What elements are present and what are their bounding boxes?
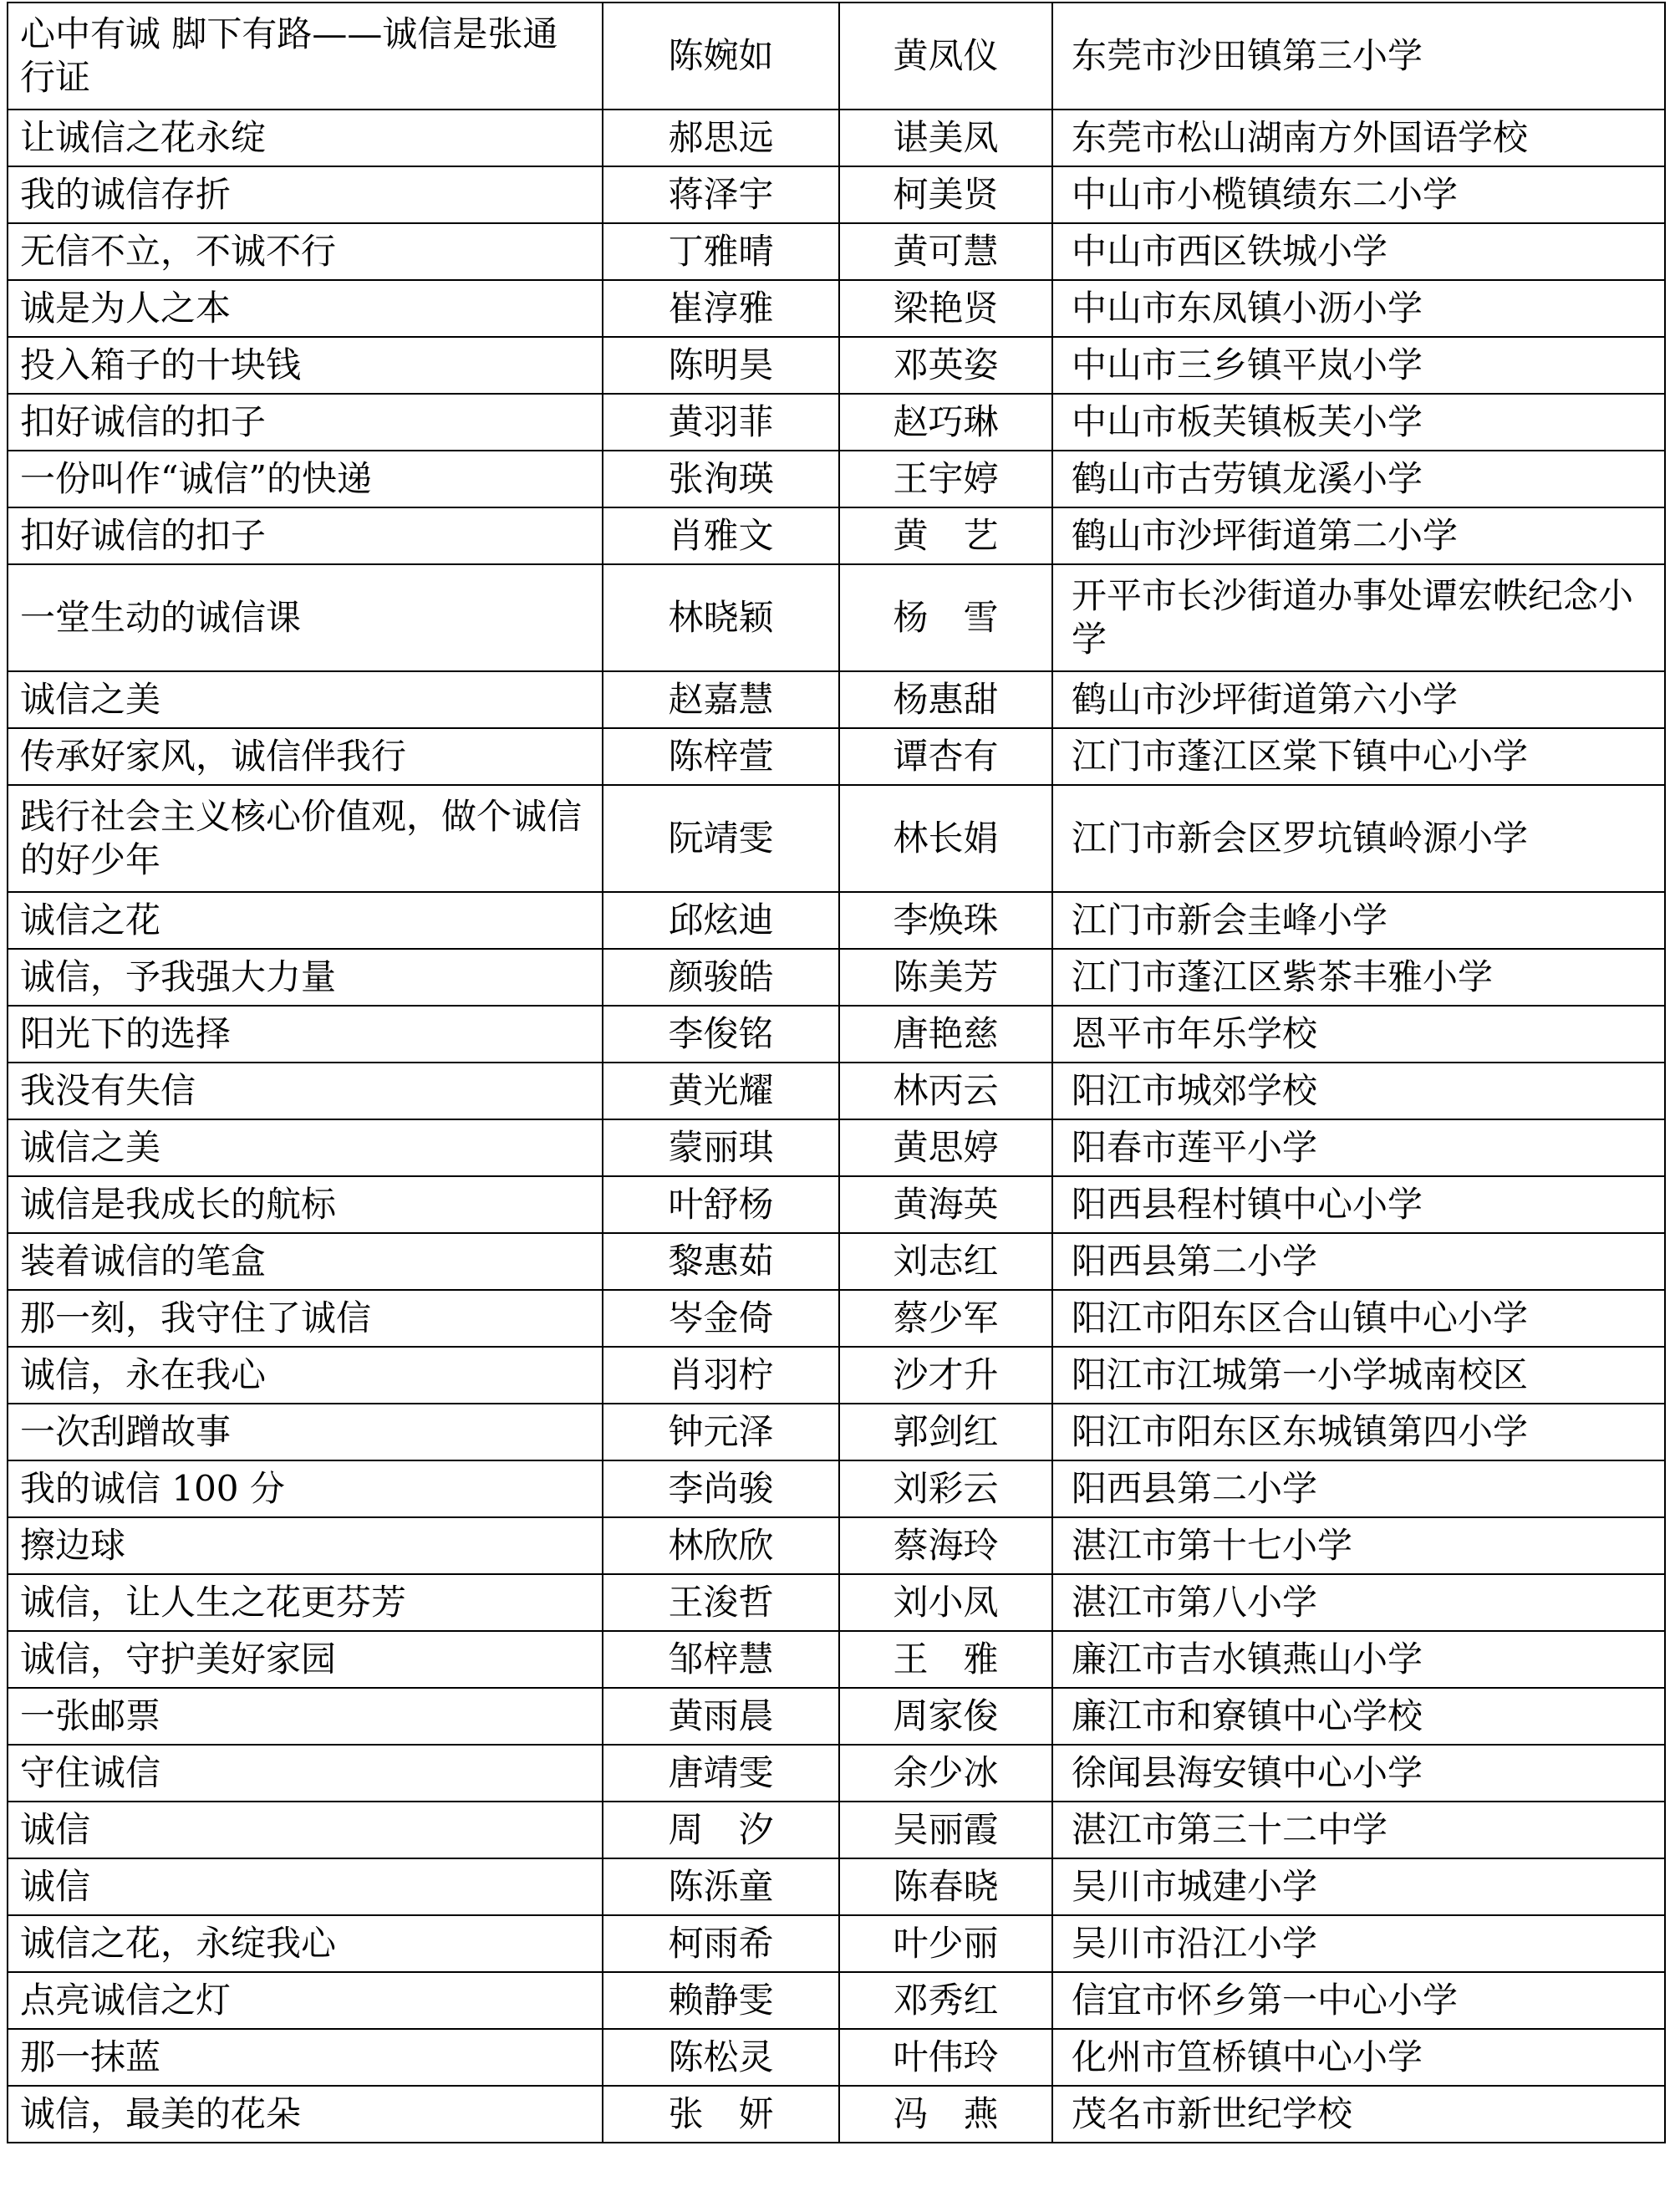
table-row xyxy=(8,1915,1665,1972)
author-cell: 邹梓慧 xyxy=(603,1631,839,1688)
table-row xyxy=(8,1290,1665,1347)
school-cell: 阳春市莲平小学 xyxy=(1052,1119,1665,1176)
teacher-cell: 刘志红 xyxy=(839,1233,1052,1290)
essay-title-cell: 守住诚信 xyxy=(8,1745,603,1802)
teacher-cell: 周家俊 xyxy=(839,1688,1052,1745)
school-cell: 阳江市阳东区合山镇中心小学 xyxy=(1052,1290,1665,1347)
school-cell: 阳西县程村镇中心小学 xyxy=(1052,1176,1665,1233)
essay-title-cell: 诚信是我成长的航标 xyxy=(8,1176,603,1233)
essay-title-cell: 诚信，守护美好家园 xyxy=(8,1631,603,1688)
teacher-cell: 邓秀红 xyxy=(839,1972,1052,2029)
teacher-cell: 李焕珠 xyxy=(839,892,1052,949)
author-cell: 邱炫迪 xyxy=(603,892,839,949)
school-cell: 江门市蓬江区棠下镇中心小学 xyxy=(1052,728,1665,785)
author-cell: 陈梓萱 xyxy=(603,728,839,785)
table-row xyxy=(8,451,1665,507)
author-cell: 蒙丽琪 xyxy=(603,1119,839,1176)
teacher-cell: 叶伟玲 xyxy=(839,2029,1052,2086)
teacher-cell: 邓英姿 xyxy=(839,337,1052,394)
teacher-cell: 唐艳慈 xyxy=(839,1006,1052,1063)
essay-title-cell: 擦边球 xyxy=(8,1517,603,1574)
essay-title-cell: 心中有诚 脚下有路——诚信是张通行证 xyxy=(8,3,603,110)
school-cell: 中山市板芙镇板芙小学 xyxy=(1052,394,1665,451)
school-cell: 鹤山市沙坪街道第六小学 xyxy=(1052,671,1665,728)
table-row xyxy=(8,1688,1665,1745)
school-cell: 湛江市第十七小学 xyxy=(1052,1517,1665,1574)
essay-title-cell: 阳光下的选择 xyxy=(8,1006,603,1063)
author-cell: 颜骏皓 xyxy=(603,949,839,1006)
essay-title-cell: 一次刮蹭故事 xyxy=(8,1404,603,1460)
author-cell: 陈松灵 xyxy=(603,2029,839,2086)
award-table xyxy=(7,2,1666,2143)
teacher-cell: 蔡少军 xyxy=(839,1290,1052,1347)
teacher-cell: 余少冰 xyxy=(839,1745,1052,1802)
author-cell: 林欣欣 xyxy=(603,1517,839,1574)
teacher-cell: 冯 燕 xyxy=(839,2086,1052,2143)
table-row xyxy=(8,949,1665,1006)
table-row xyxy=(8,1063,1665,1119)
essay-title-cell: 传承好家风，诚信伴我行 xyxy=(8,728,603,785)
school-cell: 江门市蓬江区紫茶丰雅小学 xyxy=(1052,949,1665,1006)
school-cell: 廉江市和寮镇中心学校 xyxy=(1052,1688,1665,1745)
school-cell: 徐闻县海安镇中心小学 xyxy=(1052,1745,1665,1802)
school-cell: 江门市新会圭峰小学 xyxy=(1052,892,1665,949)
essay-title-cell: 那一抹蓝 xyxy=(8,2029,603,2086)
table-row xyxy=(8,1404,1665,1460)
school-cell: 信宜市怀乡第一中心小学 xyxy=(1052,1972,1665,2029)
essay-title-cell: 诚信，予我强大力量 xyxy=(8,949,603,1006)
teacher-cell: 黄 艺 xyxy=(839,507,1052,564)
teacher-cell: 刘小凤 xyxy=(839,1574,1052,1631)
essay-title-cell: 诚信，最美的花朵 xyxy=(8,2086,603,2143)
essay-title-cell: 让诚信之花永绽 xyxy=(8,110,603,166)
teacher-cell: 黄凤仪 xyxy=(839,3,1052,110)
table-row xyxy=(8,1574,1665,1631)
author-cell: 蒋泽宇 xyxy=(603,166,839,223)
table-row xyxy=(8,1347,1665,1404)
school-cell: 阳西县第二小学 xyxy=(1052,1460,1665,1517)
table-row xyxy=(8,280,1665,337)
teacher-cell: 柯美贤 xyxy=(839,166,1052,223)
author-cell: 王浚哲 xyxy=(603,1574,839,1631)
school-cell: 化州市笪桥镇中心小学 xyxy=(1052,2029,1665,2086)
award-table-body xyxy=(8,3,1665,2143)
school-cell: 开平市长沙街道办事处谭宏帙纪念小学 xyxy=(1052,564,1665,671)
school-cell: 鹤山市古劳镇龙溪小学 xyxy=(1052,451,1665,507)
school-cell: 阳江市阳东区东城镇第四小学 xyxy=(1052,1404,1665,1460)
essay-title-cell: 诚信之美 xyxy=(8,1119,603,1176)
table-row xyxy=(8,1233,1665,1290)
table-row xyxy=(8,728,1665,785)
author-cell: 郝思远 xyxy=(603,110,839,166)
school-cell: 阳西县第二小学 xyxy=(1052,1233,1665,1290)
table-row xyxy=(8,1745,1665,1802)
essay-title-cell: 投入箱子的十块钱 xyxy=(8,337,603,394)
teacher-cell: 吴丽霞 xyxy=(839,1802,1052,1858)
school-cell: 江门市新会区罗坑镇岭源小学 xyxy=(1052,785,1665,892)
essay-title-cell: 无信不立，不诚不行 xyxy=(8,223,603,280)
teacher-cell: 谭杏有 xyxy=(839,728,1052,785)
teacher-cell: 刘彩云 xyxy=(839,1460,1052,1517)
teacher-cell: 陈美芳 xyxy=(839,949,1052,1006)
essay-title-cell: 扣好诚信的扣子 xyxy=(8,394,603,451)
table-row xyxy=(8,223,1665,280)
author-cell: 黄雨晨 xyxy=(603,1688,839,1745)
teacher-cell: 郭剑红 xyxy=(839,1404,1052,1460)
author-cell: 阮靖雯 xyxy=(603,785,839,892)
table-row xyxy=(8,564,1665,671)
author-cell: 李尚骏 xyxy=(603,1460,839,1517)
school-cell: 东莞市松山湖南方外国语学校 xyxy=(1052,110,1665,166)
table-row xyxy=(8,2029,1665,2086)
author-cell: 张洵瑛 xyxy=(603,451,839,507)
table-row xyxy=(8,1119,1665,1176)
essay-title-cell: 一张邮票 xyxy=(8,1688,603,1745)
table-row xyxy=(8,892,1665,949)
essay-title-cell: 诚信之美 xyxy=(8,671,603,728)
teacher-cell: 林丙云 xyxy=(839,1063,1052,1119)
table-row xyxy=(8,110,1665,166)
school-cell: 中山市西区铁城小学 xyxy=(1052,223,1665,280)
author-cell: 赖静雯 xyxy=(603,1972,839,2029)
teacher-cell: 沙才升 xyxy=(839,1347,1052,1404)
teacher-cell: 林长娟 xyxy=(839,785,1052,892)
school-cell: 鹤山市沙坪街道第二小学 xyxy=(1052,507,1665,564)
teacher-cell: 谌美凤 xyxy=(839,110,1052,166)
essay-title-cell: 诚信，让人生之花更芬芳 xyxy=(8,1574,603,1631)
teacher-cell: 杨惠甜 xyxy=(839,671,1052,728)
teacher-cell: 王 雅 xyxy=(839,1631,1052,1688)
essay-title-cell: 我没有失信 xyxy=(8,1063,603,1119)
table-row xyxy=(8,1460,1665,1517)
author-cell: 陈泺童 xyxy=(603,1858,839,1915)
author-cell: 陈明昊 xyxy=(603,337,839,394)
teacher-cell: 黄海英 xyxy=(839,1176,1052,1233)
author-cell: 陈婉如 xyxy=(603,3,839,110)
table-row xyxy=(8,1802,1665,1858)
teacher-cell: 蔡海玲 xyxy=(839,1517,1052,1574)
school-cell: 阳江市江城第一小学城南校区 xyxy=(1052,1347,1665,1404)
table-row xyxy=(8,1972,1665,2029)
essay-title-cell: 装着诚信的笔盒 xyxy=(8,1233,603,1290)
table-row xyxy=(8,785,1665,892)
essay-title-cell: 诚信之花 xyxy=(8,892,603,949)
teacher-cell: 黄可慧 xyxy=(839,223,1052,280)
teacher-cell: 王宇婷 xyxy=(839,451,1052,507)
table-row xyxy=(8,3,1665,110)
table-row xyxy=(8,394,1665,451)
table-row xyxy=(8,671,1665,728)
essay-title-cell: 扣好诚信的扣子 xyxy=(8,507,603,564)
school-cell: 吴川市城建小学 xyxy=(1052,1858,1665,1915)
school-cell: 中山市三乡镇平岚小学 xyxy=(1052,337,1665,394)
essay-title-cell: 一堂生动的诚信课 xyxy=(8,564,603,671)
essay-title-cell: 诚信 xyxy=(8,1802,603,1858)
table-row xyxy=(8,1517,1665,1574)
author-cell: 钟元泽 xyxy=(603,1404,839,1460)
essay-title-cell: 践行社会主义核心价值观，做个诚信的好少年 xyxy=(8,785,603,892)
school-cell: 吴川市沿江小学 xyxy=(1052,1915,1665,1972)
author-cell: 林晓颖 xyxy=(603,564,839,671)
essay-title-cell: 我的诚信存折 xyxy=(8,166,603,223)
school-cell: 廉江市吉水镇燕山小学 xyxy=(1052,1631,1665,1688)
author-cell: 黄光耀 xyxy=(603,1063,839,1119)
author-cell: 黎惠茹 xyxy=(603,1233,839,1290)
teacher-cell: 叶少丽 xyxy=(839,1915,1052,1972)
author-cell: 赵嘉慧 xyxy=(603,671,839,728)
author-cell: 崔淳雅 xyxy=(603,280,839,337)
essay-title-cell: 点亮诚信之灯 xyxy=(8,1972,603,2029)
table-row xyxy=(8,1006,1665,1063)
essay-title-cell: 诚信 xyxy=(8,1858,603,1915)
school-cell: 湛江市第八小学 xyxy=(1052,1574,1665,1631)
author-cell: 叶舒杨 xyxy=(603,1176,839,1233)
author-cell: 唐靖雯 xyxy=(603,1745,839,1802)
table-row xyxy=(8,166,1665,223)
teacher-cell: 赵巧琳 xyxy=(839,394,1052,451)
teacher-cell: 杨 雪 xyxy=(839,564,1052,671)
author-cell: 丁雅晴 xyxy=(603,223,839,280)
essay-title-cell: 那一刻，我守住了诚信 xyxy=(8,1290,603,1347)
school-cell: 茂名市新世纪学校 xyxy=(1052,2086,1665,2143)
table-row xyxy=(8,1176,1665,1233)
school-cell: 阳江市城郊学校 xyxy=(1052,1063,1665,1119)
table-row xyxy=(8,1631,1665,1688)
author-cell: 柯雨希 xyxy=(603,1915,839,1972)
school-cell: 湛江市第三十二中学 xyxy=(1052,1802,1665,1858)
teacher-cell: 黄思婷 xyxy=(839,1119,1052,1176)
essay-title-cell: 我的诚信 100 分 xyxy=(8,1460,603,1517)
teacher-cell: 陈春晓 xyxy=(839,1858,1052,1915)
table-row xyxy=(8,507,1665,564)
school-cell: 中山市东凤镇小沥小学 xyxy=(1052,280,1665,337)
table-row xyxy=(8,2086,1665,2143)
table-row xyxy=(8,1858,1665,1915)
author-cell: 李俊铭 xyxy=(603,1006,839,1063)
table-row xyxy=(8,337,1665,394)
essay-title-cell: 诚信，永在我心 xyxy=(8,1347,603,1404)
author-cell: 岑金倚 xyxy=(603,1290,839,1347)
author-cell: 肖雅文 xyxy=(603,507,839,564)
author-cell: 张 妍 xyxy=(603,2086,839,2143)
essay-title-cell: 一份叫作“诚信”的快递 xyxy=(8,451,603,507)
essay-title-cell: 诚是为人之本 xyxy=(8,280,603,337)
author-cell: 肖羽柠 xyxy=(603,1347,839,1404)
author-cell: 黄羽菲 xyxy=(603,394,839,451)
school-cell: 中山市小榄镇绩东二小学 xyxy=(1052,166,1665,223)
school-cell: 恩平市年乐学校 xyxy=(1052,1006,1665,1063)
teacher-cell: 梁艳贤 xyxy=(839,280,1052,337)
school-cell: 东莞市沙田镇第三小学 xyxy=(1052,3,1665,110)
essay-title-cell: 诚信之花，永绽我心 xyxy=(8,1915,603,1972)
author-cell: 周 汐 xyxy=(603,1802,839,1858)
